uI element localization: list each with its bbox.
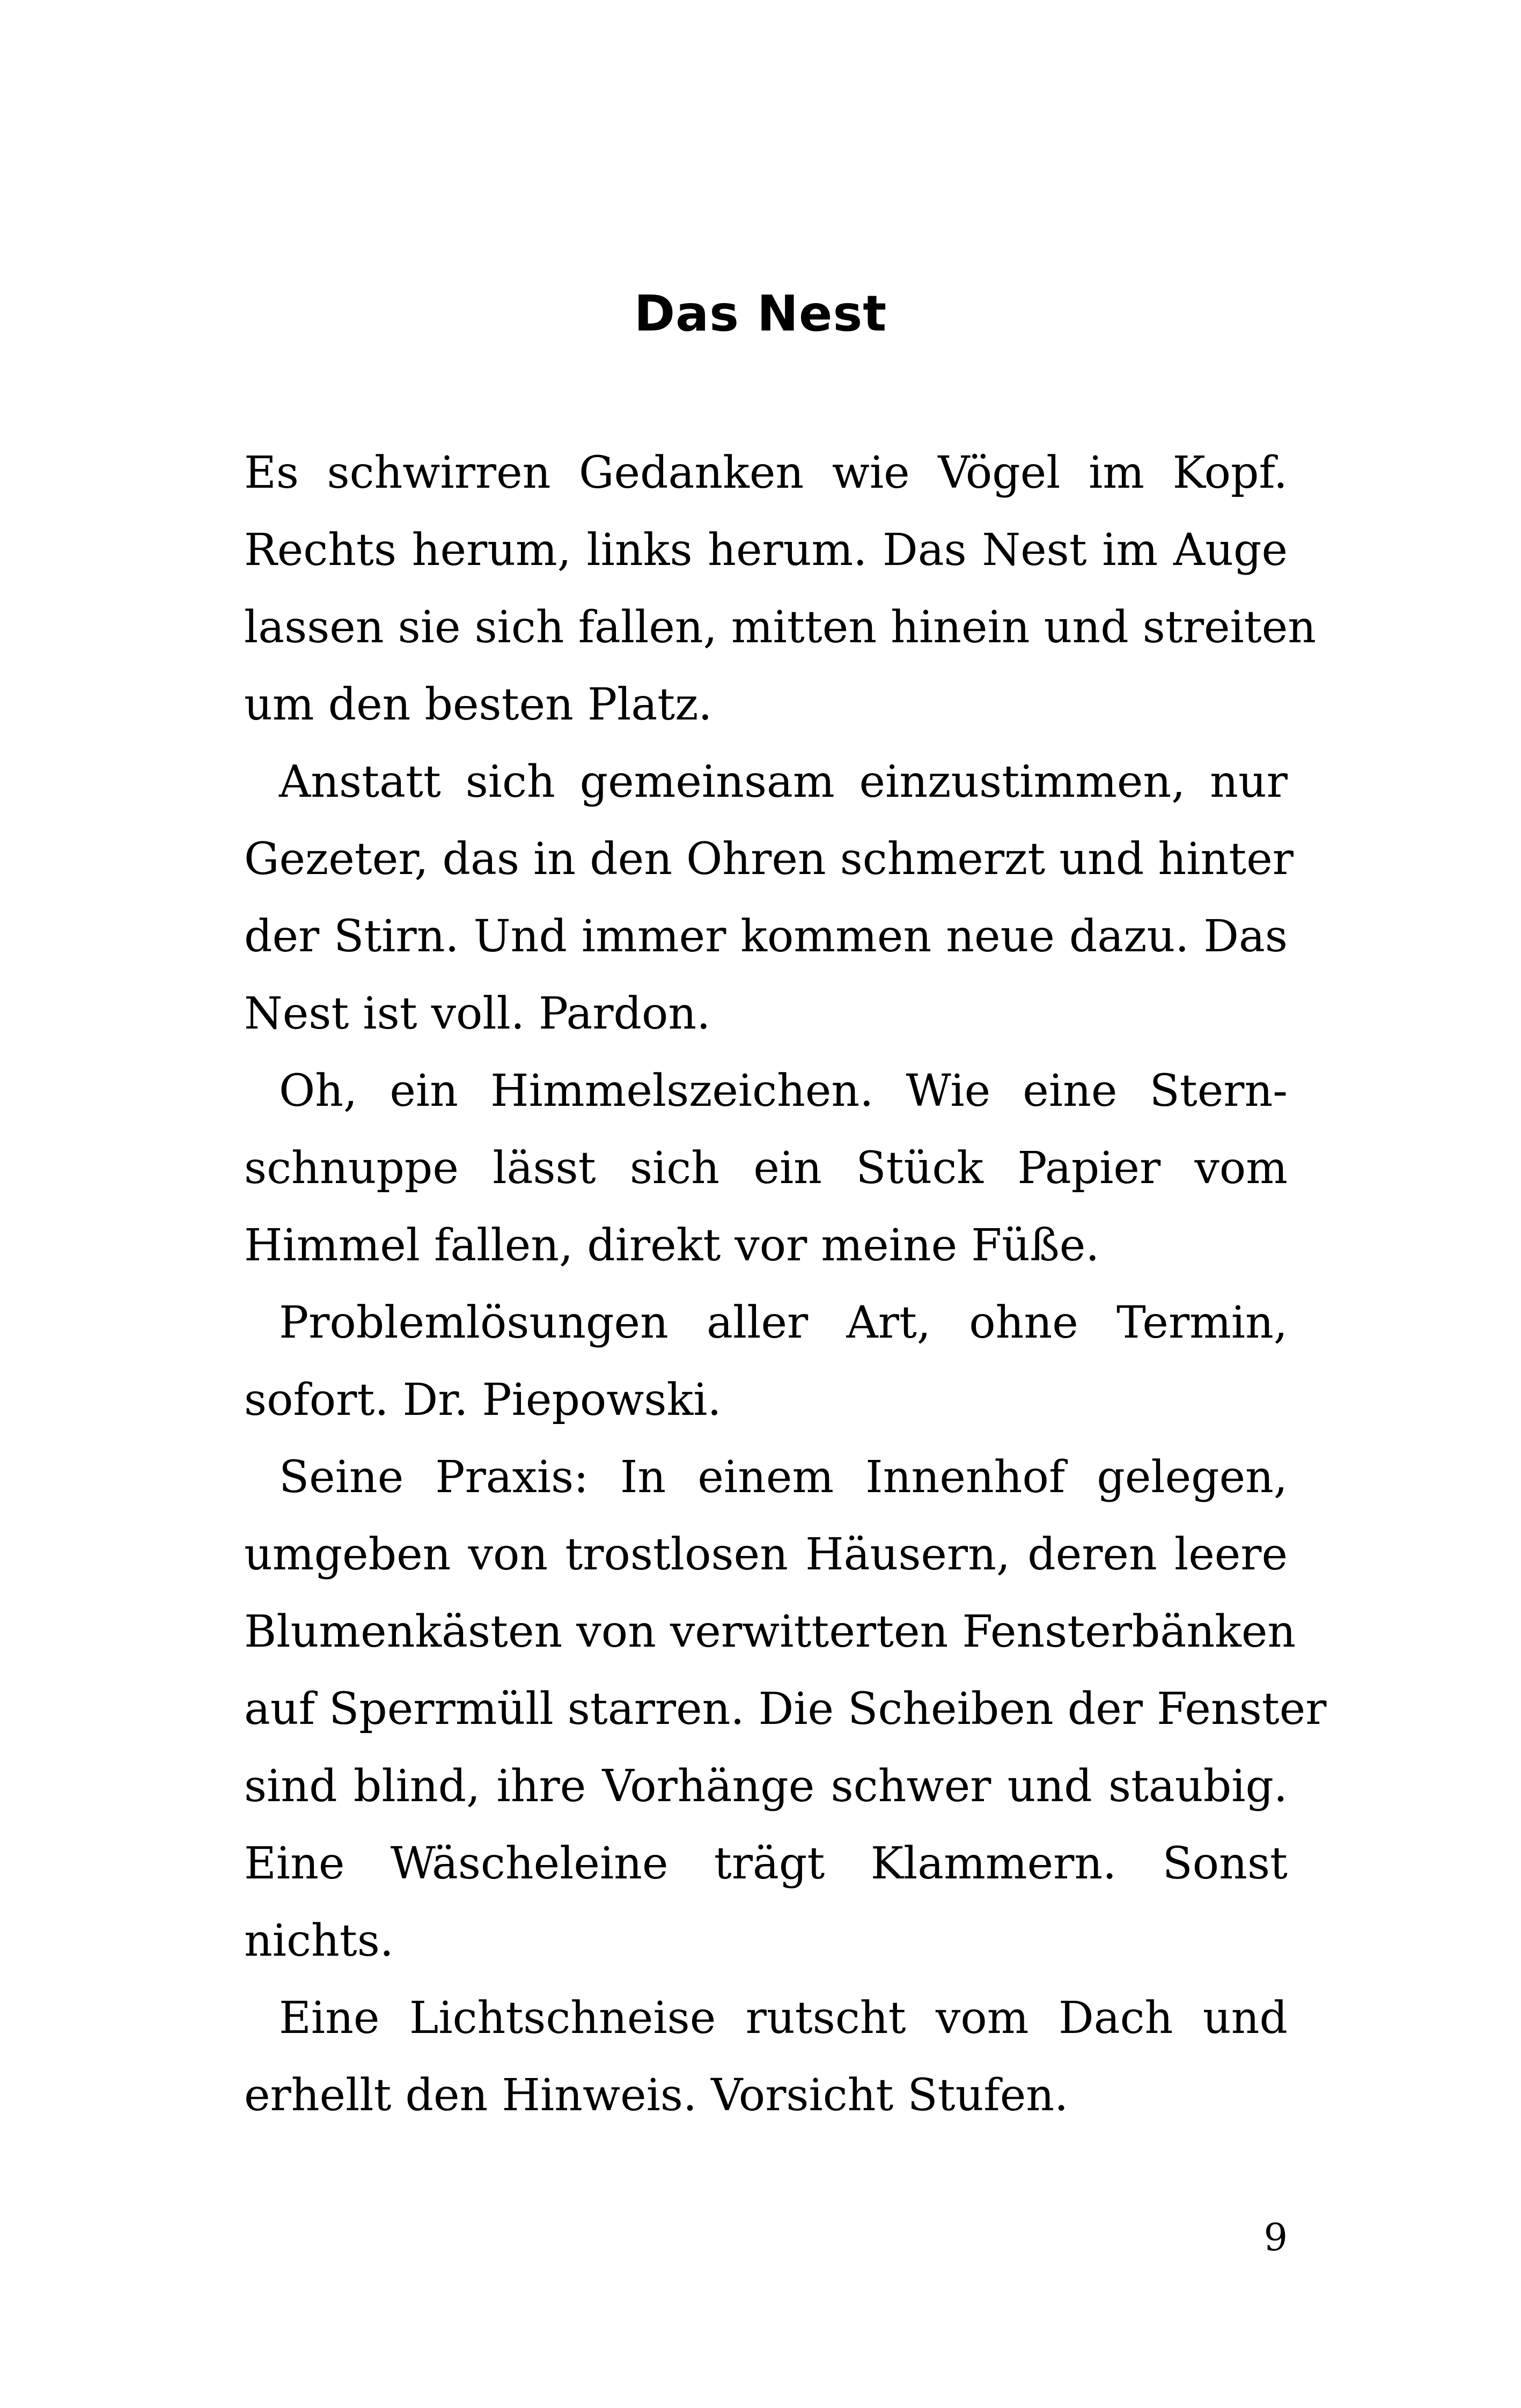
text-line: Seine Praxis: In einem Innenhof gelegen,: [279, 1452, 1288, 1503]
chapter-title: Das Nest: [634, 285, 887, 342]
text-line: auf Sperrmüll starren. Die Scheiben der Fenster: [244, 1684, 1327, 1735]
text-line: Eine Lichtschneise rutscht vom Dach und: [279, 1993, 1288, 2044]
text-line: Himmel fallen, direkt vor meine Füße.: [244, 1220, 1100, 1271]
page-number: 9: [1263, 2215, 1288, 2259]
text-line: Blumenkästen von verwitterten Fensterbänken: [244, 1606, 1296, 1657]
text-line: umgeben von trostlosen Häusern, deren leere: [244, 1529, 1288, 1580]
text-line: erhellt den Hinweis. Vorsicht Stufen.: [244, 2070, 1069, 2121]
text-line: Problemlösungen aller Art, ohne Termin,: [279, 1297, 1288, 1348]
text-line: sofort. Dr. Piepowski.: [244, 1375, 722, 1426]
text-line: sind blind, ihre Vorhänge schwer und staubig.: [244, 1761, 1288, 1812]
paragraph: [244, 1053, 1288, 1284]
text-line: Nest ist voll. Pardon.: [244, 988, 711, 1039]
text-line: Oh, ein Himmelszeichen. Wie eine Stern-: [279, 1066, 1288, 1117]
text-line: um den besten Platz.: [244, 679, 712, 730]
text-line: Rechts herum, links herum. Das Nest im Auge: [244, 525, 1288, 576]
paragraph: [244, 435, 1317, 744]
text-line: nichts.: [244, 1915, 394, 1966]
chapter-body: [244, 435, 1327, 2134]
text-line: lassen sie sich fallen, mitten hinein und streiten: [244, 602, 1317, 653]
text-line: Gezeter, das in den Ohren schmerzt und hinter: [244, 834, 1294, 885]
text-line: Eine Wäscheleine trägt Klammern. Sonst: [244, 1838, 1288, 1889]
paragraph: [244, 744, 1294, 1053]
text-line: Es schwirren Gedanken wie Vögel im Kopf.: [244, 447, 1288, 498]
paragraph: [244, 1980, 1288, 2134]
paragraph: [244, 1439, 1327, 1980]
paragraph: [244, 1284, 1288, 1439]
text-line: schnuppe lässt sich ein Stück Papier vom: [244, 1143, 1288, 1194]
text-line: Anstatt sich gemeinsam einzustimmen, nur: [279, 757, 1288, 807]
text-line: der Stirn. Und immer kommen neue dazu. Das: [244, 911, 1288, 962]
